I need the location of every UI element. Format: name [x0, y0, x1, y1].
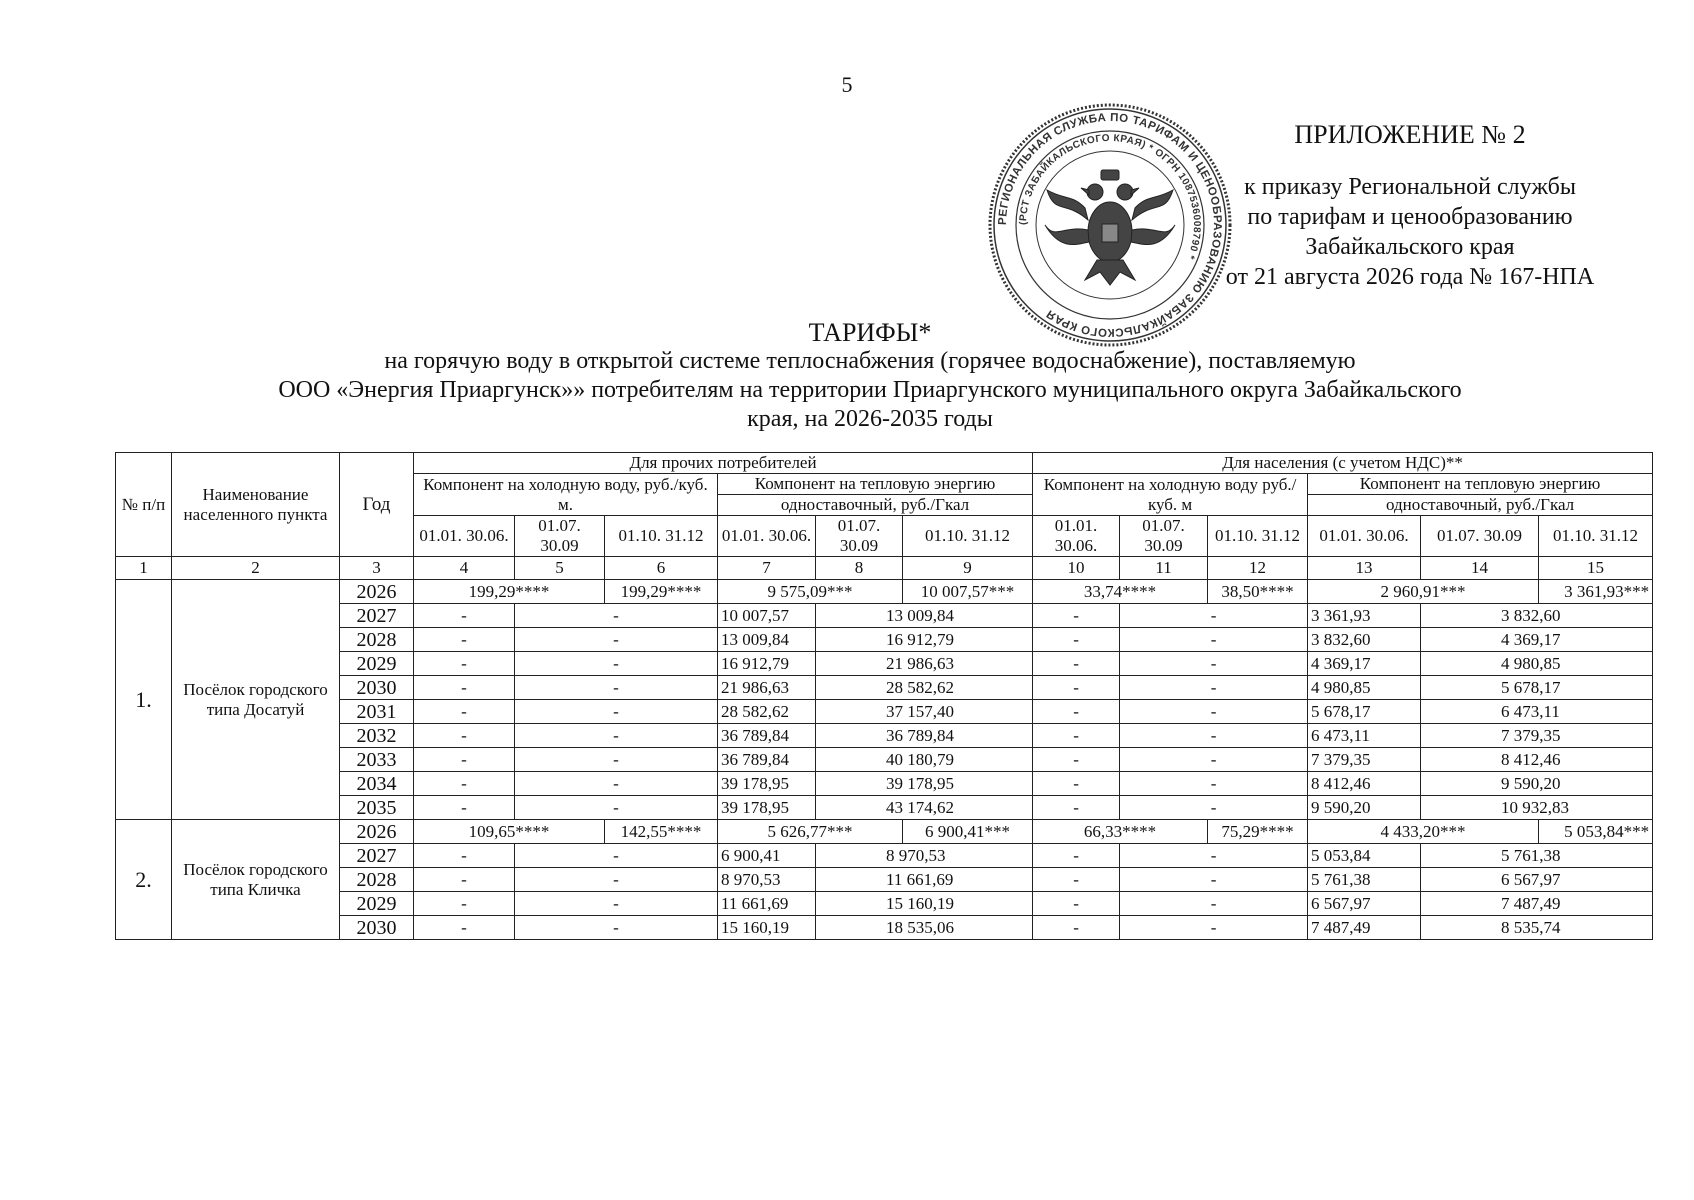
- year-cell: 2029: [340, 652, 414, 676]
- tariff-cell: -: [1120, 748, 1308, 772]
- table-row: [116, 844, 1653, 868]
- year-cell: 2030: [340, 676, 414, 700]
- tariff-cell: -: [1120, 604, 1308, 628]
- tariff-cell: 43 174,62: [816, 796, 1033, 820]
- annex-line: Забайкальского края: [1305, 234, 1515, 260]
- table-row: [116, 820, 1653, 844]
- year-cell: 2030: [340, 916, 414, 940]
- tariff-cell: 6 473,11: [1421, 700, 1653, 724]
- header-period: 01.10. 31.12: [903, 516, 1033, 557]
- tariff-cell: 16 912,79: [718, 652, 816, 676]
- tariff-cell: -: [1033, 676, 1120, 700]
- document-heading: [200, 318, 1540, 434]
- tariff-cell: 142,55****: [605, 820, 718, 844]
- tariff-cell: 21 986,63: [816, 652, 1033, 676]
- tariff-cell: -: [515, 724, 718, 748]
- tariff-cell: 6 567,97: [1421, 868, 1653, 892]
- tariff-cell: -: [1033, 604, 1120, 628]
- year-cell: 2035: [340, 796, 414, 820]
- tariff-cell: -: [515, 892, 718, 916]
- tariff-cell: -: [414, 796, 515, 820]
- heading-line: ООО «Энергия Приаргунск»» потребителям на территории Приаргунского муниципального округа Забайкальского: [278, 377, 1462, 403]
- table-row: [116, 892, 1653, 916]
- annex-line: от 21 августа 2026 года № 167-НПА: [1225, 264, 1595, 290]
- tariff-cell: 33,74****: [1033, 580, 1208, 604]
- tariff-cell: 2 960,91***: [1308, 580, 1539, 604]
- tariff-cell: -: [1033, 772, 1120, 796]
- tariff-cell: 75,29****: [1208, 820, 1308, 844]
- tariff-cell: -: [414, 772, 515, 796]
- column-number: 15: [1539, 557, 1653, 580]
- tariff-cell: 7 379,35: [1421, 724, 1653, 748]
- column-number: 3: [340, 557, 414, 580]
- tariff-cell: -: [1033, 724, 1120, 748]
- header-period: 01.07. 30.09: [1421, 516, 1539, 557]
- tariff-cell: 5 761,38: [1421, 844, 1653, 868]
- year-cell: 2026: [340, 580, 414, 604]
- tariff-cell: 11 661,69: [718, 892, 816, 916]
- tariff-cell: 5 761,38: [1308, 868, 1421, 892]
- header-cold-water-other: Компонент на холодную воду, руб./куб. м.: [414, 474, 718, 516]
- tariff-cell: 6 900,41***: [903, 820, 1033, 844]
- tariff-cell: -: [1033, 796, 1120, 820]
- tariff-cell: -: [1033, 628, 1120, 652]
- header-group-population: Для населения (с учетом НДС)**: [1033, 453, 1653, 474]
- tariff-cell: 66,33****: [1033, 820, 1208, 844]
- tariff-cell: 7 487,49: [1421, 892, 1653, 916]
- tariff-cell: -: [1033, 844, 1120, 868]
- year-cell: 2031: [340, 700, 414, 724]
- tariff-cell: -: [515, 868, 718, 892]
- header-group-other: Для прочих потребителей: [414, 453, 1033, 474]
- tariff-cell: 5 678,17: [1421, 676, 1653, 700]
- tariff-cell: 21 986,63: [718, 676, 816, 700]
- tariff-cell: -: [515, 916, 718, 940]
- tariff-cell: 109,65****: [414, 820, 605, 844]
- annex-line: к приказу Региональной службы: [1244, 174, 1576, 200]
- header-period: 01.01. 30.06.: [1308, 516, 1421, 557]
- header-cold-water-population: Компонент на холодную воду руб./куб. м: [1033, 474, 1308, 516]
- year-cell: 2034: [340, 772, 414, 796]
- header-period: 01.01. 30.06.: [414, 516, 515, 557]
- svg-text:РЕГИОНАЛЬНАЯ СЛУЖБА ПО ТАРИФАМ: РЕГИОНАЛЬНАЯ СЛУЖБА ПО ТАРИФАМ И ЦЕНООБРАЗОВАНИЮ ЗАБАЙКАЛЬСКОГО КРАЯ: [996, 111, 1224, 339]
- tariff-cell: 36 789,84: [718, 748, 816, 772]
- tariff-cell: 39 178,95: [718, 796, 816, 820]
- header-heat-population-unit: одноставочный, руб./Гкал: [1308, 495, 1653, 516]
- tariff-cell: 40 180,79: [816, 748, 1033, 772]
- column-number: 14: [1421, 557, 1539, 580]
- tariff-cell: 3 361,93***: [1539, 580, 1653, 604]
- header-year: Год: [340, 453, 414, 557]
- tariff-cell: 3 832,60: [1421, 604, 1653, 628]
- column-number: 2: [172, 557, 340, 580]
- table-row: [116, 604, 1653, 628]
- table-row: [116, 748, 1653, 772]
- header-period: 01.07. 30.09: [816, 516, 903, 557]
- header-period: 01.01. 30.06.: [718, 516, 816, 557]
- header-period: 01.10. 31.12: [605, 516, 718, 557]
- tariff-table: [115, 452, 1653, 940]
- table-row: [116, 724, 1653, 748]
- table-row: [116, 796, 1653, 820]
- tariff-cell: -: [515, 700, 718, 724]
- column-number: 12: [1208, 557, 1308, 580]
- tariff-cell: 16 912,79: [816, 628, 1033, 652]
- column-number: 6: [605, 557, 718, 580]
- tariff-cell: 18 535,06: [816, 916, 1033, 940]
- tariff-cell: 15 160,19: [718, 916, 816, 940]
- annex-subtitle: [1150, 172, 1670, 292]
- settlement-name: Посёлок городского типа Кличка: [172, 820, 340, 940]
- tariff-cell: 7 487,49: [1308, 916, 1421, 940]
- tariff-cell: -: [515, 844, 718, 868]
- tariff-cell: -: [1033, 652, 1120, 676]
- tariff-cell: 4 980,85: [1421, 652, 1653, 676]
- year-cell: 2026: [340, 820, 414, 844]
- header-period: 01.10. 31.12: [1208, 516, 1308, 557]
- column-number: 1: [116, 557, 172, 580]
- table-row: [116, 868, 1653, 892]
- header-period: 01.07. 30.09: [515, 516, 605, 557]
- tariff-cell: -: [1120, 700, 1308, 724]
- tariff-cell: -: [414, 652, 515, 676]
- tariff-cell: 3 361,93: [1308, 604, 1421, 628]
- tariff-cell: 39 178,95: [816, 772, 1033, 796]
- tariff-cell: 3 832,60: [1308, 628, 1421, 652]
- tariff-cell: -: [1120, 724, 1308, 748]
- tariff-cell: 38,50****: [1208, 580, 1308, 604]
- year-cell: 2027: [340, 844, 414, 868]
- tariff-cell: -: [1120, 892, 1308, 916]
- column-number: 9: [903, 557, 1033, 580]
- header-settlement: Наименование населенного пункта: [172, 453, 340, 557]
- tariff-cell: 4 369,17: [1421, 628, 1653, 652]
- column-number: 7: [718, 557, 816, 580]
- table-row: [116, 916, 1653, 940]
- tariff-cell: 10 007,57***: [903, 580, 1033, 604]
- tariff-cell: -: [414, 724, 515, 748]
- year-cell: 2032: [340, 724, 414, 748]
- tariff-cell: 5 053,84***: [1539, 820, 1653, 844]
- tariff-cell: -: [1120, 844, 1308, 868]
- tariff-cell: 10 007,57: [718, 604, 816, 628]
- tariff-cell: 6 900,41: [718, 844, 816, 868]
- tariff-cell: -: [515, 604, 718, 628]
- header-period: 01.01. 30.06.: [1033, 516, 1120, 557]
- page-number: 5: [841, 72, 853, 97]
- tariff-cell: -: [515, 676, 718, 700]
- table-row: [116, 580, 1653, 604]
- column-number: 13: [1308, 557, 1421, 580]
- year-cell: 2028: [340, 628, 414, 652]
- heading-line: края, на 2026-2035 годы: [747, 406, 993, 432]
- tariff-cell: 28 582,62: [816, 676, 1033, 700]
- tariff-cell: 5 053,84: [1308, 844, 1421, 868]
- column-number: 11: [1120, 557, 1208, 580]
- tariff-cell: 13 009,84: [816, 604, 1033, 628]
- header-period: 01.10. 31.12: [1539, 516, 1653, 557]
- table-row: [116, 652, 1653, 676]
- tariff-cell: -: [1120, 796, 1308, 820]
- annex-title: ПРИЛОЖЕНИЕ № 2: [1294, 120, 1526, 149]
- tariff-cell: -: [414, 604, 515, 628]
- tariff-cell: 36 789,84: [816, 724, 1033, 748]
- tariff-cell: -: [1033, 892, 1120, 916]
- tariff-cell: 6 567,97: [1308, 892, 1421, 916]
- tariff-cell: 11 661,69: [816, 868, 1033, 892]
- column-number: 4: [414, 557, 515, 580]
- tariff-cell: 39 178,95: [718, 772, 816, 796]
- tariff-cell: -: [1033, 748, 1120, 772]
- tariff-cell: 199,29****: [414, 580, 605, 604]
- tariff-cell: 37 157,40: [816, 700, 1033, 724]
- tariff-cell: -: [1033, 868, 1120, 892]
- tariff-cell: 13 009,84: [718, 628, 816, 652]
- settlement-number: 2.: [116, 820, 172, 940]
- heading-line: на горячую воду в открытой системе теплоснабжения (горячее водоснабжение), поставляемую: [384, 348, 1356, 374]
- tariff-cell: -: [515, 628, 718, 652]
- tariff-cell: 8 412,46: [1308, 772, 1421, 796]
- tariff-cell: -: [414, 700, 515, 724]
- tariff-cell: -: [1120, 772, 1308, 796]
- tariff-cell: -: [515, 772, 718, 796]
- heading-title: ТАРИФЫ*: [808, 318, 932, 347]
- tariff-cell: -: [414, 844, 515, 868]
- year-cell: 2029: [340, 892, 414, 916]
- tariff-cell: -: [1120, 868, 1308, 892]
- tariff-cell: 28 582,62: [718, 700, 816, 724]
- table-row: [116, 700, 1653, 724]
- tariff-cell: -: [414, 748, 515, 772]
- tariff-cell: 9 575,09***: [718, 580, 903, 604]
- tariff-cell: -: [1033, 700, 1120, 724]
- annex-line: по тарифам и ценообразованию: [1247, 204, 1573, 230]
- tariff-cell: -: [1120, 652, 1308, 676]
- tariff-cell: 10 932,83: [1421, 796, 1653, 820]
- settlement-name: Посёлок городского типа Досатуй: [172, 580, 340, 820]
- tariff-cell: -: [414, 628, 515, 652]
- header-period: 01.07. 30.09: [1120, 516, 1208, 557]
- tariff-cell: 4 369,17: [1308, 652, 1421, 676]
- tariff-cell: 7 379,35: [1308, 748, 1421, 772]
- tariff-cell: -: [414, 676, 515, 700]
- tariff-cell: 8 970,53: [718, 868, 816, 892]
- column-number: 10: [1033, 557, 1120, 580]
- tariff-cell: 5 626,77***: [718, 820, 903, 844]
- settlement-number: 1.: [116, 580, 172, 820]
- year-cell: 2028: [340, 868, 414, 892]
- tariff-cell: -: [414, 868, 515, 892]
- header-heat-other: Компонент на тепловую энергию: [718, 474, 1033, 495]
- tariff-cell: 199,29****: [605, 580, 718, 604]
- tariff-cell: -: [1033, 916, 1120, 940]
- tariff-cell: 4 980,85: [1308, 676, 1421, 700]
- tariff-cell: 15 160,19: [816, 892, 1033, 916]
- column-number: 8: [816, 557, 903, 580]
- header-heat-population: Компонент на тепловую энергию: [1308, 474, 1653, 495]
- header-num: № п/п: [116, 453, 172, 557]
- tariff-cell: 4 433,20***: [1308, 820, 1539, 844]
- table-row: [116, 676, 1653, 700]
- tariff-cell: 6 473,11: [1308, 724, 1421, 748]
- tariff-cell: -: [515, 652, 718, 676]
- tariff-cell: 8 412,46: [1421, 748, 1653, 772]
- tariff-cell: -: [515, 796, 718, 820]
- header-heat-other-unit: одноставочный, руб./Гкал: [718, 495, 1033, 516]
- tariff-cell: -: [1120, 676, 1308, 700]
- tariff-cell: 9 590,20: [1308, 796, 1421, 820]
- tariff-cell: 9 590,20: [1421, 772, 1653, 796]
- tariff-cell: -: [515, 748, 718, 772]
- tariff-cell: 8 970,53: [816, 844, 1033, 868]
- tariff-cell: 36 789,84: [718, 724, 816, 748]
- year-cell: 2027: [340, 604, 414, 628]
- tariff-cell: 8 535,74: [1421, 916, 1653, 940]
- tariff-cell: -: [1120, 628, 1308, 652]
- tariff-cell: -: [414, 916, 515, 940]
- table-row: [116, 628, 1653, 652]
- tariff-cell: -: [414, 892, 515, 916]
- year-cell: 2033: [340, 748, 414, 772]
- tariff-cell: 5 678,17: [1308, 700, 1421, 724]
- tariff-cell: -: [1120, 916, 1308, 940]
- svg-text:(РСТ ЗАБАЙКАЛЬСКОГО КРАЯ) * ОГ: (РСТ ЗАБАЙКАЛЬСКОГО КРАЯ) * ОГРН 1087536008790 *: [1017, 132, 1203, 261]
- table-row: [116, 772, 1653, 796]
- column-number: 5: [515, 557, 605, 580]
